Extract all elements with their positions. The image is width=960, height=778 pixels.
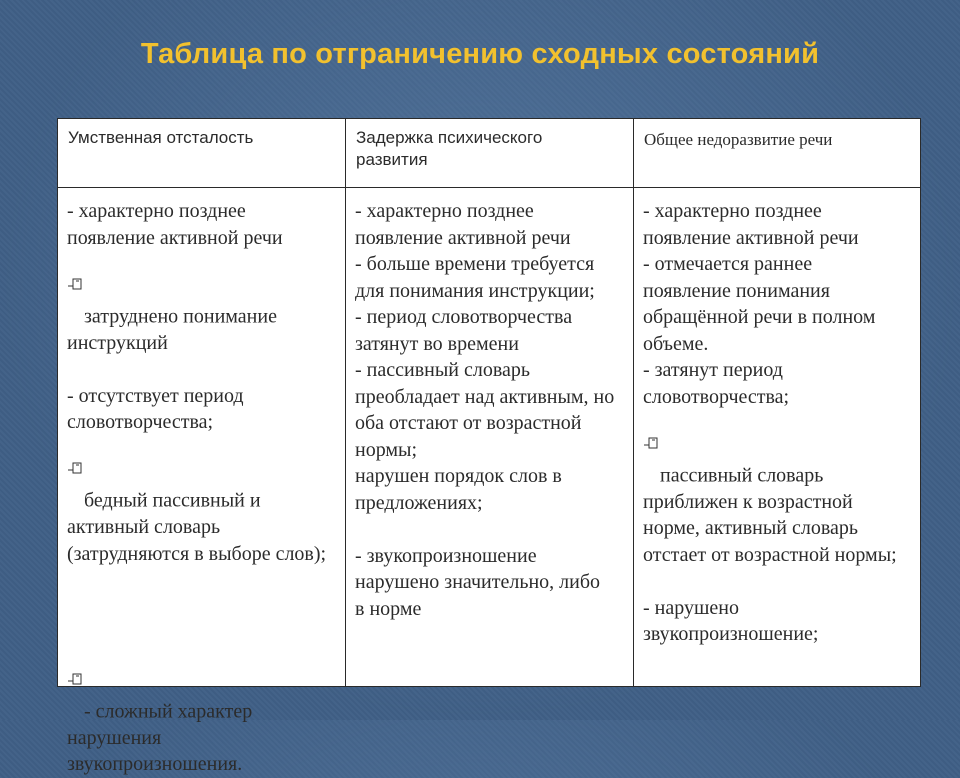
- column-speech-underdevelopment: [634, 188, 920, 686]
- bullet-glyph-icon: [67, 278, 83, 291]
- list-item-text: бедный пассивный и активный словарь (затрудняются в выборе слов);: [67, 489, 327, 565]
- list-item: - пассивный словарь преобладает над активным, но оба отстают от возрастной нормы;: [355, 359, 615, 461]
- bullet-glyph-icon: [643, 437, 659, 450]
- list-item: - характерно позднее появление активной речи: [643, 200, 859, 249]
- header-cell-developmental-delay: [346, 119, 634, 188]
- slide-title: Таблица по отграничению сходных состояний: [140, 38, 820, 70]
- list-item-text: - сложный характер нарушения звукопроизношения.: [67, 700, 253, 775]
- list-item: - период словотворчества затянут во времени: [355, 306, 573, 355]
- list-item-text: пассивный словарь приближен к возрастной норме, активный словарь отстает от возрастной нормы;: [643, 464, 897, 566]
- bullet-glyph-icon: [67, 673, 83, 686]
- list-item: нарушен порядок слов в предложениях;: [355, 465, 562, 514]
- header-label: Общее недоразвитие речи: [644, 130, 833, 149]
- header-cell-mental-retardation: [58, 119, 346, 188]
- list-item: [67, 436, 335, 568]
- list-item: - характерно позднее появление активной речи: [355, 200, 571, 249]
- column-developmental-delay: [346, 188, 634, 686]
- header-label: Умственная отсталость: [68, 128, 254, 147]
- header-label: Задержка психического развития: [356, 128, 543, 169]
- list-item: [643, 410, 911, 568]
- list-item: [67, 646, 332, 778]
- list-item: - характерно позднее появление активной речи: [67, 200, 283, 249]
- column-mental-retardation: [58, 188, 346, 775]
- bullet-glyph-icon: [67, 462, 83, 475]
- list-item: - больше времени требуется для понимания инструкции;: [355, 253, 595, 302]
- list-item: - затянут период словотворчества;: [643, 359, 790, 408]
- list-item: - отмечается раннее появление понимания обращённой речи в полном объеме.: [643, 253, 876, 355]
- list-item: - звукопроизношение нарушено значительно, либо в норме: [355, 544, 601, 620]
- header-cell-speech-underdevelopment: [634, 119, 920, 188]
- list-item: - отсутствует период словотворчества;: [67, 384, 244, 433]
- list-item: - нарушено звукопроизношение;: [643, 596, 819, 645]
- list-item-text: затруднено понимание инструкций: [67, 305, 277, 354]
- comparison-table: [57, 118, 921, 775]
- list-item: [67, 251, 337, 356]
